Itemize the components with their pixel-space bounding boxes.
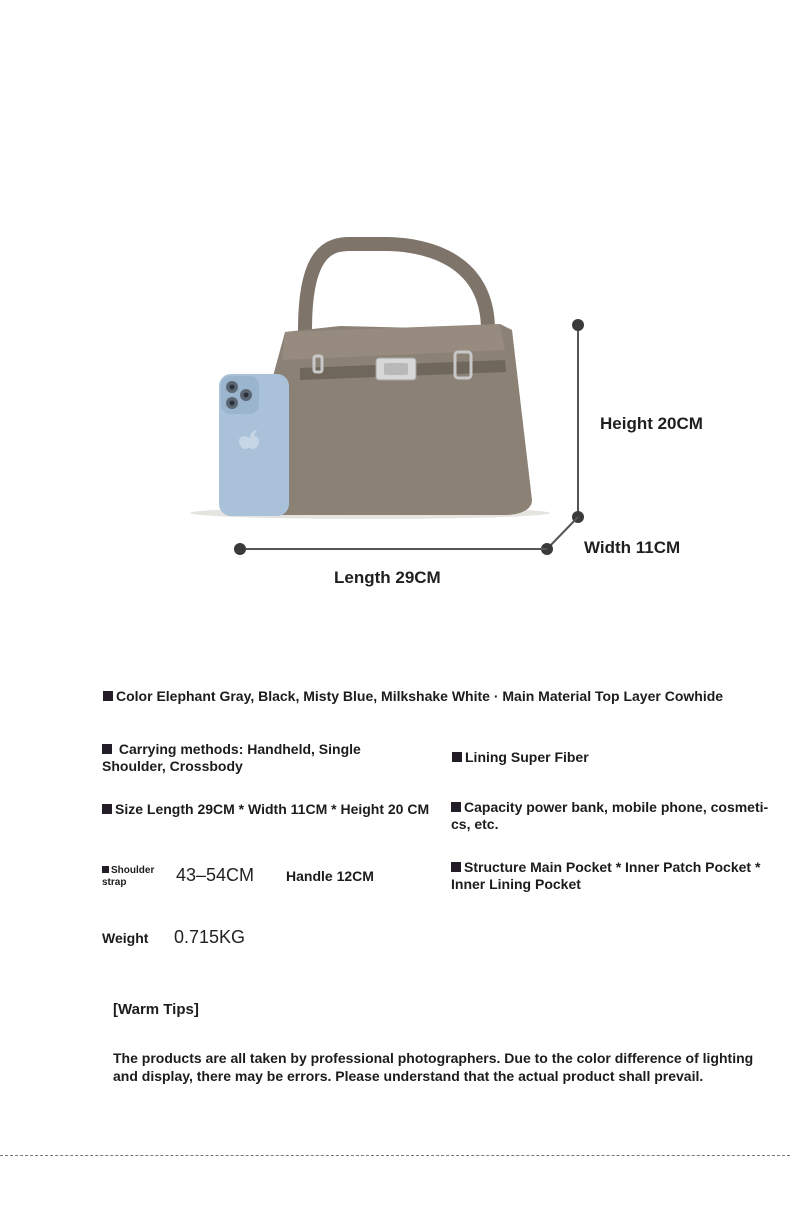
bullet-square-icon [451,802,461,812]
spec-capacity-text: Capacity power bank, mobile phone, cosmeti-cs, etc. [451,799,769,832]
spec-structure [451,859,781,893]
spec-weight-value: 0.715KG [174,927,246,947]
spec-shoulder-strap-label [102,865,162,889]
spec-color-text: Color Elephant Gray, Black, Misty Blue, Milkshake White · Main Material Top Layer Cowhide [116,688,724,704]
bullet-square-icon [102,744,112,754]
spec-weight-label: Weight [102,930,149,946]
dashed-divider [0,1155,790,1156]
spec-color [103,688,763,705]
length-label: Length 29CM [330,566,445,590]
phone-illustration [219,374,289,516]
spec-size-text: Size Length 29CM * Width 11CM * Height 20 CM [115,801,430,817]
spec-lining [452,749,772,766]
width-label: Width 11CM [580,536,684,560]
spec-lining-text: Lining Super Fiber [465,749,589,765]
tips-text: The products are all taken by professional photographers. Due to the color difference of lighting and display, there may be errors. Please understand that the actual product shall prevail. [113,1050,754,1084]
bullet-square-icon [451,862,461,872]
height-dimension-line [572,319,584,523]
spec-handle: Handle 12CM [286,868,374,884]
spec-carrying [102,741,412,775]
spec-shoulder-strap-label-text: Shoulder strap [102,865,155,888]
length-dimension-line [234,543,547,555]
spec-size [102,801,432,818]
spec-capacity [451,799,781,833]
spec-shoulder-strap-value: 43–54CM [176,865,255,885]
bullet-square-icon [102,866,109,873]
bullet-square-icon [102,804,112,814]
bullet-square-icon [103,691,113,701]
spec-structure-text: Structure Main Pocket * Inner Patch Pocket * Inner Lining Pocket [451,859,761,892]
spec-carrying-text: Carrying methods: Handheld, Single Shoulder, Crossbody [102,741,361,774]
tips-title: [Warm Tips] [113,1001,199,1018]
bullet-square-icon [452,752,462,762]
height-label: Height 20CM [596,412,707,436]
bag-handle [305,244,488,330]
